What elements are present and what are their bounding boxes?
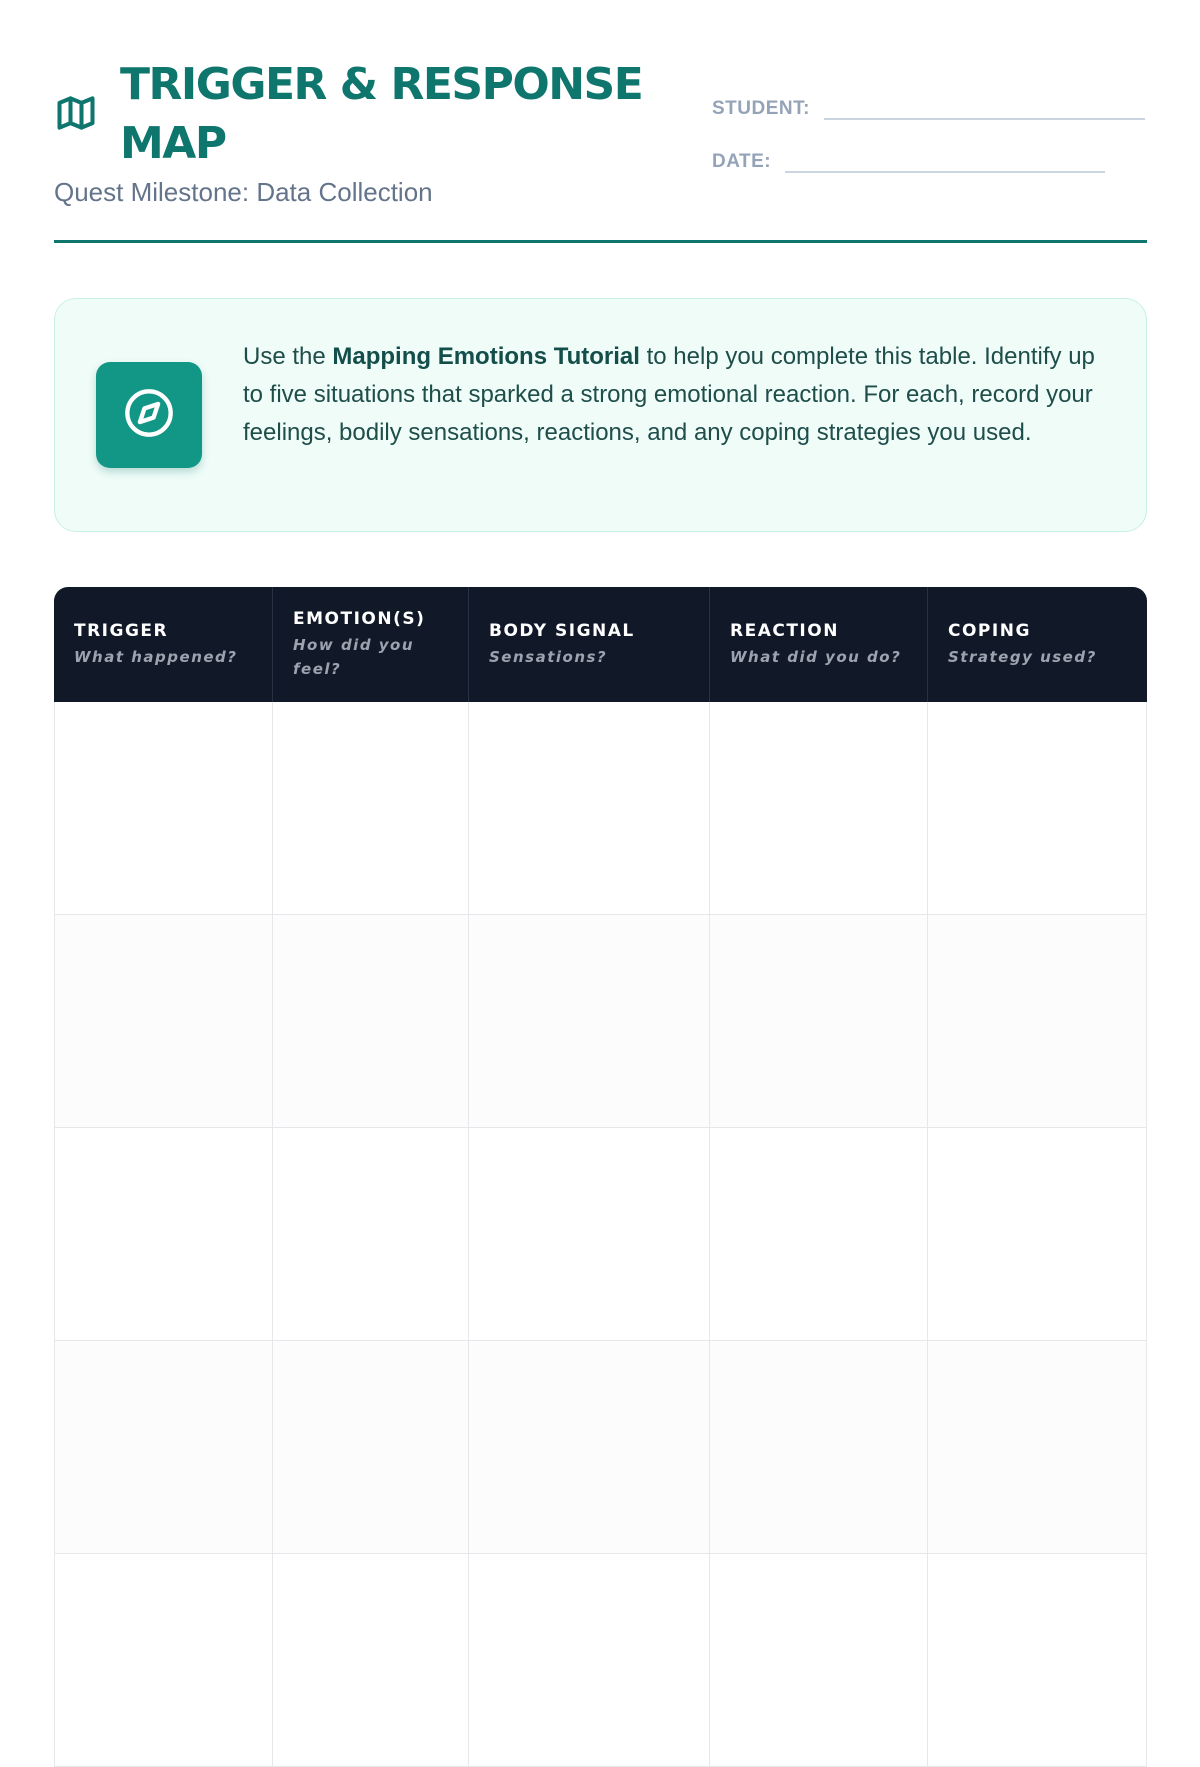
coping-cell[interactable] <box>927 1128 1147 1341</box>
reaction-cell[interactable] <box>709 702 927 915</box>
body-signal-cell[interactable] <box>468 1128 709 1341</box>
instructions-box <box>54 298 1147 532</box>
table-row <box>54 1128 1147 1341</box>
trigger-cell[interactable] <box>54 702 272 915</box>
compass-icon <box>123 387 175 444</box>
student-name-line[interactable] <box>824 92 1145 120</box>
page-subtitle: Quest Milestone: Data Collection <box>54 177 433 207</box>
trigger-cell[interactable] <box>54 915 272 1128</box>
coping-cell[interactable] <box>927 1341 1147 1554</box>
column-title: COPING <box>948 620 1031 641</box>
column-hint: What happened? <box>74 647 238 666</box>
header-divider <box>54 240 1147 243</box>
compass-badge <box>96 362 202 468</box>
trigger-cell[interactable] <box>54 1341 272 1554</box>
coping-cell[interactable] <box>927 702 1147 915</box>
reaction-cell[interactable] <box>709 1341 927 1554</box>
reaction-cell[interactable] <box>709 915 927 1128</box>
worksheet-header <box>54 55 1147 245</box>
body-signal-cell[interactable] <box>468 915 709 1128</box>
emotion-cell[interactable] <box>272 1341 468 1554</box>
column-title: TRIGGER <box>74 620 169 641</box>
trigger-cell[interactable] <box>54 1128 272 1341</box>
emotion-cell[interactable] <box>272 1128 468 1341</box>
emotion-cell[interactable] <box>272 915 468 1128</box>
instructions-body: to help you complete this table. Identify up to five situations that sparked a strong emotional reaction. For each, record your feelings, bodily sensations, reactions, and any coping strategies you used. <box>243 343 1095 446</box>
table-header-row <box>54 587 1147 702</box>
column-hint: Sensations? <box>489 647 608 666</box>
student-label: STUDENT: <box>712 98 810 119</box>
column-hint: How did you feel? <box>293 635 415 678</box>
table-row <box>54 1554 1147 1767</box>
table-row <box>54 702 1147 915</box>
column-title: BODY SIGNAL <box>489 620 635 641</box>
worksheet-page <box>54 0 1147 1600</box>
column-hint: What did you do? <box>730 647 902 666</box>
column-hint: Strategy used? <box>948 647 1097 666</box>
column-header-trigger <box>54 587 272 702</box>
column-header-coping <box>927 587 1147 702</box>
trigger-response-table <box>54 587 1147 1767</box>
emotion-cell[interactable] <box>272 1554 468 1767</box>
reaction-cell[interactable] <box>709 1554 927 1767</box>
date-line[interactable] <box>785 145 1105 173</box>
coping-cell[interactable] <box>927 1554 1147 1767</box>
reaction-cell[interactable] <box>709 1128 927 1341</box>
column-title: EMOTION(S) <box>293 608 426 629</box>
student-field[interactable] <box>712 90 1145 120</box>
body-signal-cell[interactable] <box>468 1341 709 1554</box>
body-signal-cell[interactable] <box>468 702 709 915</box>
map-icon <box>54 91 98 135</box>
table-row <box>54 1341 1147 1554</box>
coping-cell[interactable] <box>927 915 1147 1128</box>
table-row <box>54 915 1147 1128</box>
instructions-lead: Use the <box>243 343 333 370</box>
column-header-emotions <box>272 587 468 702</box>
date-field[interactable] <box>712 143 1105 173</box>
tutorial-name: Mapping Emotions Tutorial <box>332 343 640 370</box>
trigger-cell[interactable] <box>54 1554 272 1767</box>
column-header-reaction <box>709 587 927 702</box>
page-title: TRIGGER & RESPONSE MAP <box>120 59 643 169</box>
body-signal-cell[interactable] <box>468 1554 709 1767</box>
emotion-cell[interactable] <box>272 702 468 915</box>
instructions-text <box>243 338 1113 452</box>
column-header-body-signal <box>468 587 709 702</box>
column-title: REACTION <box>730 620 839 641</box>
date-label: DATE: <box>712 151 772 172</box>
